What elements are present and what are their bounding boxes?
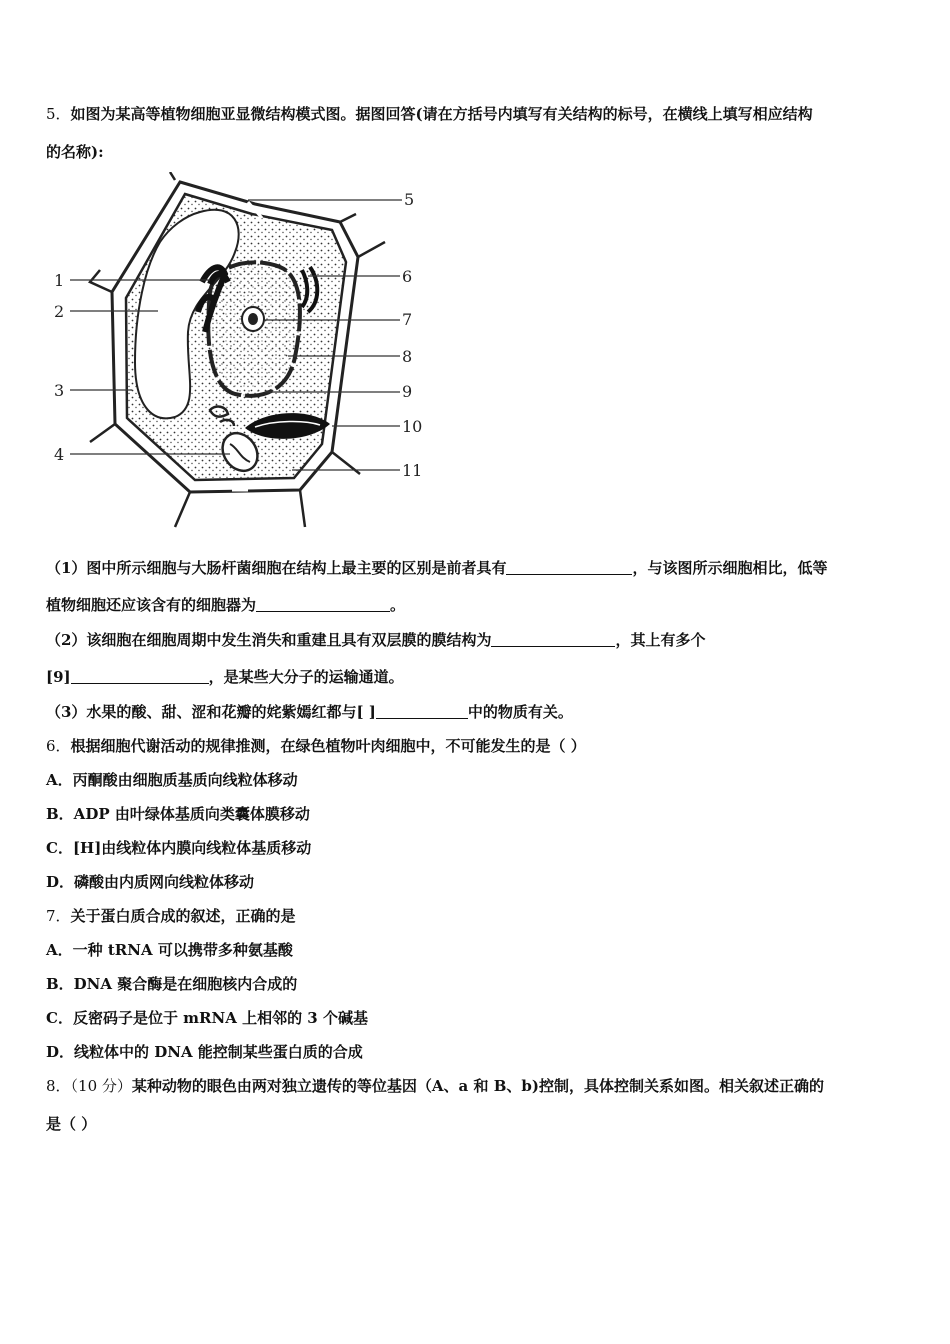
answer-blank[interactable] bbox=[71, 668, 209, 684]
q7-stem: 7．关于蛋白质合成的叙述，正确的是 bbox=[46, 907, 296, 925]
answer-blank[interactable] bbox=[376, 703, 468, 719]
answer-blank[interactable] bbox=[506, 559, 632, 575]
label-3: 3 bbox=[54, 381, 65, 400]
answer-blank[interactable] bbox=[491, 631, 615, 647]
q5-sub2-line1: （2）该细胞在细胞周期中发生消失和重建且具有双层膜的膜结构为 ，其上有多个 bbox=[46, 631, 706, 649]
label-8: 8 bbox=[402, 347, 413, 366]
label-1: 1 bbox=[54, 271, 65, 290]
q5-stem-line2: 的名称): bbox=[46, 143, 104, 161]
q8-score: （10 分） bbox=[70, 1077, 132, 1095]
q5-sub1-line1: （1）图中所示细胞与大肠杆菌细胞在结构上最主要的区别是前者具有 ，与该图所示细胞相比，低等 bbox=[46, 559, 828, 577]
label-6: 6 bbox=[402, 267, 413, 286]
q6-option-d[interactable]: D．磷酸由内质网向线粒体移动 bbox=[46, 873, 255, 891]
q5-sub1-line2: 植物细胞还应该含有的细胞器为 。 bbox=[46, 596, 406, 614]
label-11: 11 bbox=[402, 461, 423, 480]
q7-option-d[interactable]: D．线粒体中的 DNA 能控制某些蛋白质的合成 bbox=[46, 1043, 363, 1061]
q8-stem-line1: 8．（10 分）某种动物的眼色由两对独立遗传的等位基因（A、a 和 B、b)控制，具体控制关系如图。相关叙述正确的 bbox=[46, 1077, 824, 1095]
q5-sub3: （3）水果的酸、甜、涩和花瓣的姹紫嫣红都与[ ] 中的物质有关。 bbox=[46, 703, 573, 721]
label-5: 5 bbox=[404, 190, 415, 209]
label-10: 10 bbox=[402, 417, 423, 436]
q6-option-a[interactable]: A．丙酮酸由细胞质基质向线粒体移动 bbox=[46, 771, 298, 789]
q7-option-c[interactable]: C．反密码子是位于 mRNA 上相邻的 3 个碱基 bbox=[46, 1009, 368, 1027]
label-2: 2 bbox=[54, 302, 65, 321]
q5-stem-text: 如图为某高等植物细胞亚显微结构模式图。据图回答(请在方括号内填写有关结构的标号，在横线上填写相应结构 bbox=[70, 105, 813, 123]
q6-option-b[interactable]: B．ADP 由叶绿体基质向类囊体膜移动 bbox=[46, 805, 310, 823]
plant-cell-diagram bbox=[40, 172, 440, 532]
q5-stem-line1 bbox=[46, 103, 813, 124]
q8-stem-line2: 是（ ） bbox=[46, 1115, 97, 1133]
q6-stem: 6．根据细胞代谢活动的规律推测，在绿色植物叶肉细胞中，不可能发生的是（ ） bbox=[46, 737, 586, 755]
q7-option-a[interactable]: A．一种 tRNA 可以携带多种氨基酸 bbox=[46, 941, 293, 959]
answer-blank[interactable] bbox=[256, 596, 390, 612]
q6-option-c[interactable]: C．[H]由线粒体内膜向线粒体基质移动 bbox=[46, 839, 312, 857]
label-7: 7 bbox=[402, 310, 413, 329]
q5-number: 5． bbox=[46, 105, 71, 123]
label-4: 4 bbox=[54, 445, 65, 464]
q5-sub2-line2: [9] ，是某些大分子的运输通道。 bbox=[46, 668, 404, 686]
label-9: 9 bbox=[402, 382, 413, 401]
q7-option-b[interactable]: B．DNA 聚合酶是在细胞核内合成的 bbox=[46, 975, 298, 993]
